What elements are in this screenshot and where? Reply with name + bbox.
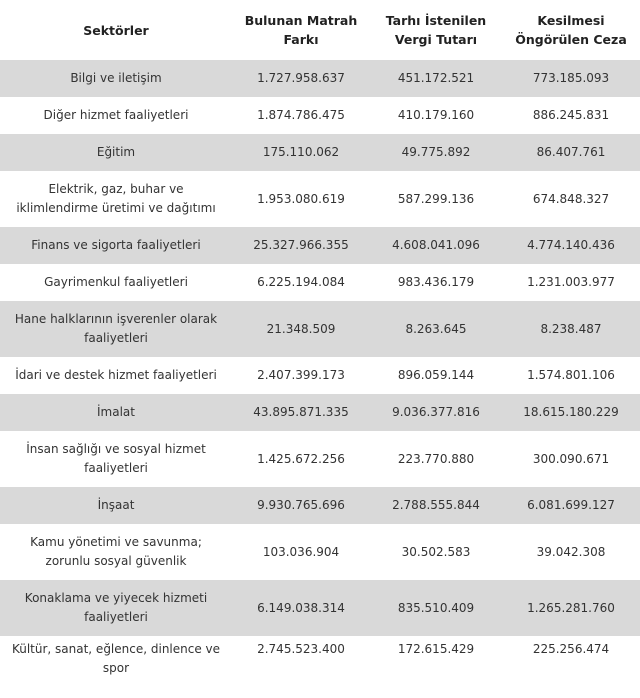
sector-cell: Diğer hizmet faaliyetleri	[0, 97, 232, 134]
penalty-cell: 225.256.474	[502, 636, 640, 698]
sector-cell: İmalat	[0, 394, 232, 431]
sector-cell: İnşaat	[0, 487, 232, 524]
table-row	[0, 394, 640, 431]
tax-cell: 8.263.645	[370, 301, 502, 357]
penalty-cell: 773.185.093	[502, 60, 640, 97]
sector-cell: Gayrimenkul faaliyetleri	[0, 264, 232, 301]
penalty-cell: 8.238.487	[502, 301, 640, 357]
sector-cell: Elektrik, gaz, buhar ve iklimlendirme üretimi ve dağıtımı	[0, 171, 232, 227]
table-row	[0, 524, 640, 580]
penalty-cell: 39.042.308	[502, 524, 640, 580]
table-header-row	[0, 0, 640, 60]
header-penalty: Kesilmesi Öngörülen Ceza	[502, 0, 640, 60]
tax-cell: 4.608.041.096	[370, 227, 502, 264]
assessment-cell: 43.895.871.335	[232, 394, 370, 431]
table-row	[0, 264, 640, 301]
assessment-cell: 9.930.765.696	[232, 487, 370, 524]
penalty-cell: 1.265.281.760	[502, 580, 640, 636]
tax-cell: 223.770.880	[370, 431, 502, 487]
tax-cell: 587.299.136	[370, 171, 502, 227]
table-row	[0, 357, 640, 394]
penalty-cell: 4.774.140.436	[502, 227, 640, 264]
assessment-cell: 175.110.062	[232, 134, 370, 171]
table-row	[0, 171, 640, 227]
table-row	[0, 636, 640, 698]
assessment-cell: 25.327.966.355	[232, 227, 370, 264]
table-row	[0, 580, 640, 636]
sector-cell: Finans ve sigorta faaliyetleri	[0, 227, 232, 264]
sector-cell: Konaklama ve yiyecek hizmeti faaliyetleri	[0, 580, 232, 636]
tax-cell: 410.179.160	[370, 97, 502, 134]
table-row	[0, 134, 640, 171]
header-assessment-difference: Bulunan Matrah Farkı	[232, 0, 370, 60]
table-row	[0, 97, 640, 134]
assessment-cell: 2.745.523.400	[232, 636, 370, 698]
table-row	[0, 301, 640, 357]
penalty-cell: 674.848.327	[502, 171, 640, 227]
tax-cell: 49.775.892	[370, 134, 502, 171]
penalty-cell: 18.615.180.229	[502, 394, 640, 431]
header-tax-amount: Tarhı İstenilen Vergi Tutarı	[370, 0, 502, 60]
tax-cell: 30.502.583	[370, 524, 502, 580]
sector-cell: Kültür, sanat, eğlence, dinlence ve spor	[0, 636, 232, 698]
tax-cell: 451.172.521	[370, 60, 502, 97]
sector-cell: Bilgi ve iletişim	[0, 60, 232, 97]
penalty-cell: 6.081.699.127	[502, 487, 640, 524]
penalty-cell: 886.245.831	[502, 97, 640, 134]
header-sectors: Sektörler	[0, 0, 232, 60]
sector-cell: İnsan sağlığı ve sosyal hizmet faaliyetleri	[0, 431, 232, 487]
tax-cell: 835.510.409	[370, 580, 502, 636]
assessment-cell: 1.425.672.256	[232, 431, 370, 487]
sector-cell: Hane halklarının işverenler olarak faaliyetleri	[0, 301, 232, 357]
table-row	[0, 60, 640, 97]
assessment-cell: 21.348.509	[232, 301, 370, 357]
table-row	[0, 227, 640, 264]
tax-cell: 983.436.179	[370, 264, 502, 301]
assessment-cell: 1.953.080.619	[232, 171, 370, 227]
tax-cell: 896.059.144	[370, 357, 502, 394]
assessment-cell: 6.225.194.084	[232, 264, 370, 301]
penalty-cell: 1.574.801.106	[502, 357, 640, 394]
sector-cell: İdari ve destek hizmet faaliyetleri	[0, 357, 232, 394]
assessment-cell: 6.149.038.314	[232, 580, 370, 636]
assessment-cell: 1.727.958.637	[232, 60, 370, 97]
sector-cell: Eğitim	[0, 134, 232, 171]
table-row	[0, 431, 640, 487]
tax-cell: 2.788.555.844	[370, 487, 502, 524]
tax-cell: 9.036.377.816	[370, 394, 502, 431]
tax-cell: 172.615.429	[370, 636, 502, 698]
table-row	[0, 487, 640, 524]
sector-cell: Kamu yönetimi ve savunma; zorunlu sosyal güvenlik	[0, 524, 232, 580]
penalty-cell: 300.090.671	[502, 431, 640, 487]
assessment-cell: 103.036.904	[232, 524, 370, 580]
penalty-cell: 1.231.003.977	[502, 264, 640, 301]
assessment-cell: 2.407.399.173	[232, 357, 370, 394]
penalty-cell: 86.407.761	[502, 134, 640, 171]
assessment-cell: 1.874.786.475	[232, 97, 370, 134]
